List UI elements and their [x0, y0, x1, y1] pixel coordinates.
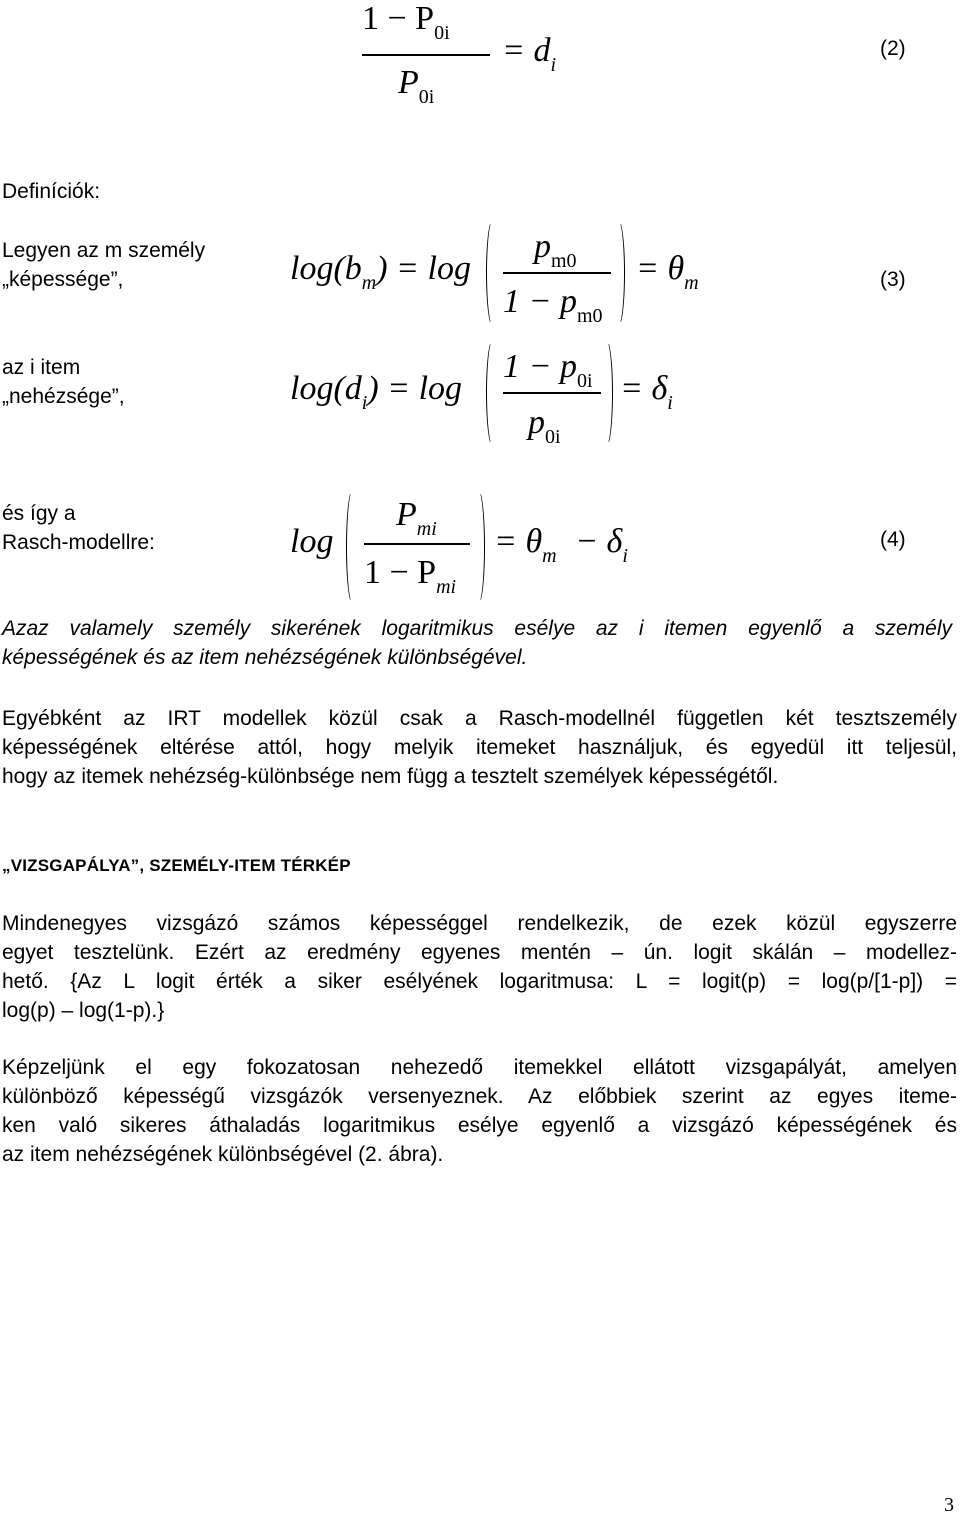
eq2-denominator: $P_{0i}$ — [398, 64, 435, 108]
eq3-left-paren — [486, 220, 499, 326]
eq4-numerator: $P_{mi}$ — [396, 496, 437, 540]
page-number: 3 — [944, 1494, 954, 1516]
italic-note: Azaz valamely személy sikerének logaritmikus esélye az i itemen egyenlő a személy képességének és az item nehézségének különbségével. — [2, 617, 952, 669]
eqd-fraction-bar — [503, 392, 601, 394]
section-heading: „VIZSGAPÁLYA”, SZEMÉLY-ITEM TÉRKÉP — [2, 856, 351, 875]
eq3-fraction-bar — [503, 272, 611, 274]
eq3-right-paren — [612, 220, 625, 326]
eqd-lhs: $\log(d_i) = \log$ — [290, 370, 463, 414]
eq4-number: (4) — [880, 528, 906, 551]
eq3-denominator: $1 - p_{m0}$ — [503, 283, 603, 327]
eq2-number: (2) — [880, 37, 906, 60]
paragraph-rasch-independence: Egyébként az IRT modellek közül csak a Rasch-modellnél független két tesztszemély képességének eltérése attól, hogy melyik itemeket használjuk, és egyedül itt teljesül, hogy az itemek nehézség-különbsége nem függ a tesztelt személyek képességétől. — [2, 707, 957, 788]
eqd-denominator: $p_{0i}$ — [528, 404, 561, 448]
eq4-left-paren — [346, 490, 359, 604]
eq4-denominator: $1 - P_{mi}$ — [364, 554, 457, 598]
paragraph-logit-scale: Mindenegyes vizsgázó számos képességgel rendelkezik, de ezek közül egyszerre egyet tesztelünk. Ezért az eredmény egyenes mentén – ún. logit skálán – modellez- hető. {Az L logit érték a siker esélyének logaritmusa: L = logit(p) = log(p/[1-p]) = log(p) – log(1-p).} — [2, 912, 957, 1022]
eq3-rhs: = $\theta_m$ — [636, 250, 699, 294]
eqd-right-paren — [600, 340, 613, 446]
rasch-label: és így a Rasch-modellre: — [2, 502, 155, 554]
eq4-fraction-bar — [364, 543, 470, 545]
eq2-rhs: = $d_i$ — [502, 32, 557, 76]
ability-label: Legyen az m személy „képessége”, — [2, 239, 206, 291]
eq4-right-paren — [472, 490, 485, 604]
eq2-numerator: $1 - P_{0i}$ — [362, 0, 450, 44]
eq2-fraction-bar — [362, 54, 490, 56]
eq3-numerator: $p_{m0}$ — [534, 228, 577, 272]
eqd-numerator: $1 - p_{0i}$ — [503, 348, 593, 392]
eq3-number: (3) — [880, 268, 906, 291]
eq4-rhs: = $\theta_m - \delta_i$ — [494, 523, 628, 567]
eq3-lhs: $\log(b_m) = \log$ — [290, 250, 471, 294]
eq4-lhs: log — [290, 523, 334, 560]
paragraph-exam-track: Képzeljünk el egy fokozatosan nehezedő itemekkel ellátott vizsgapályát, amelyen különböző képességű vizsgázók versenyeznek. Az előbbiek szerint az egyes iteme- ken való sikeres áthaladás logaritmikus esélye egyenlő a vizsgázó képességének és az item nehézségének különbségével (2. ábra). — [2, 1056, 957, 1166]
difficulty-label: az i item „nehézsége”, — [2, 356, 125, 408]
definitions-title: Definíciók: — [2, 180, 101, 203]
eqd-rhs: = $\delta_i$ — [620, 370, 673, 414]
eqd-left-paren — [486, 340, 499, 446]
